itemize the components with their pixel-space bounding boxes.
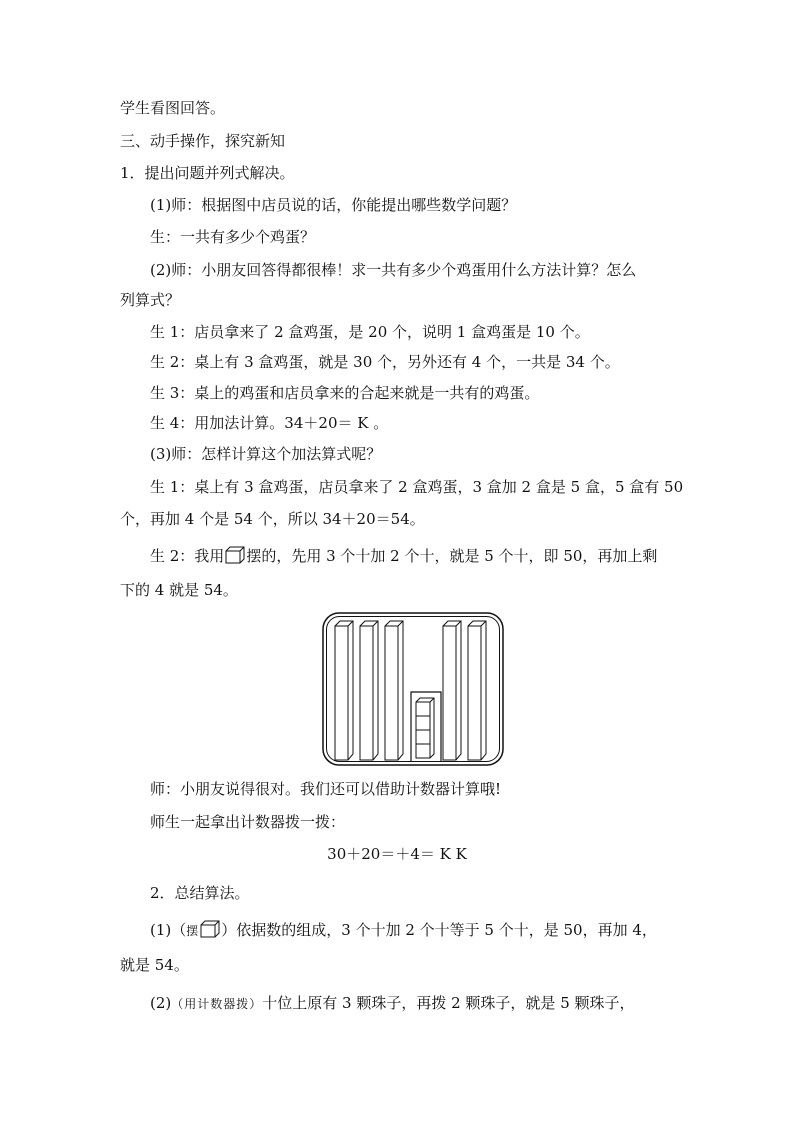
text-line: 下的 4 就是 54。 [120, 581, 238, 599]
text-line: 学生看图回答。 [120, 99, 226, 117]
text-line: 师生一起拿出计数器拨一拨： [150, 813, 346, 831]
text-line: 生 1：桌上有 3 盒鸡蛋，店员拿来了 2 盒鸡蛋，3 盒加 2 盒是 5 盒，5 盒有 50 [150, 478, 684, 496]
text-line: (3)师：怎样计算这个加法算式呢？ [150, 445, 382, 463]
text-span: 十位上原有 3 颗珠子，再拨 2 颗珠子，就是 5 颗珠子， [262, 994, 635, 1012]
text-span: 摆 [186, 924, 200, 938]
text-line: 就是 54。 [120, 956, 189, 974]
text-line: 生：一共有多少个鸡蛋？ [150, 228, 316, 246]
unit-cube-stack [411, 692, 441, 762]
text-line: 师：小朋友说得很对。我们还可以借助计数器计算哦! [150, 780, 502, 798]
text-span: （用计数器拨） [171, 997, 263, 1011]
text-line: 1．提出问题并列式解决。 [120, 164, 295, 182]
equation: 30＋20＝＋4＝ K K [327, 845, 467, 863]
text-line: 列算式？ [120, 291, 181, 309]
cube-icon [200, 920, 220, 938]
text-line: 生 2：桌上有 3 盒鸡蛋，就是 30 个，另外还有 4 个，一共是 34 个。 [150, 353, 620, 371]
text-line: 生 3：桌上的鸡蛋和店员拿来的合起来就是一共有的鸡蛋。 [150, 384, 540, 402]
text-line [150, 993, 635, 1014]
text-span: (1)（ [150, 921, 187, 939]
text-line: (2)师：小朋友回答得都很棒！求一共有多少个鸡蛋用什么方法计算？怎么 [150, 261, 637, 279]
base-ten-blocks-figure [320, 610, 506, 768]
cube-icon [225, 546, 245, 564]
text-line [150, 546, 657, 566]
section-heading: 三、动手操作，探究新知 [120, 132, 286, 150]
text-span: ）依据数的组成，3 个十加 2 个十等于 5 个十，是 50，再加 4， [221, 921, 657, 939]
text-line [150, 920, 657, 941]
text-span: 生 2：我用 [150, 547, 225, 565]
text-line: 生 4：用加法计算。34＋20＝ K 。 [150, 414, 389, 432]
text-span: 摆的，先用 3 个十加 2 个十，就是 5 个十，即 50，再加上剩 [246, 547, 658, 565]
text-span: (2) [150, 994, 172, 1012]
text-line: 生 1：店员拿来了 2 盒鸡蛋，是 20 个，说明 1 盒鸡蛋是 10 个。 [150, 323, 590, 341]
text-line: 个，再加 4 个是 54 个，所以 34＋20＝54。 [120, 510, 425, 528]
section-heading: 2．总结算法。 [150, 884, 250, 902]
text-line: (1)师：根据图中店员说的话，你能提出哪些数学问题？ [150, 196, 517, 214]
